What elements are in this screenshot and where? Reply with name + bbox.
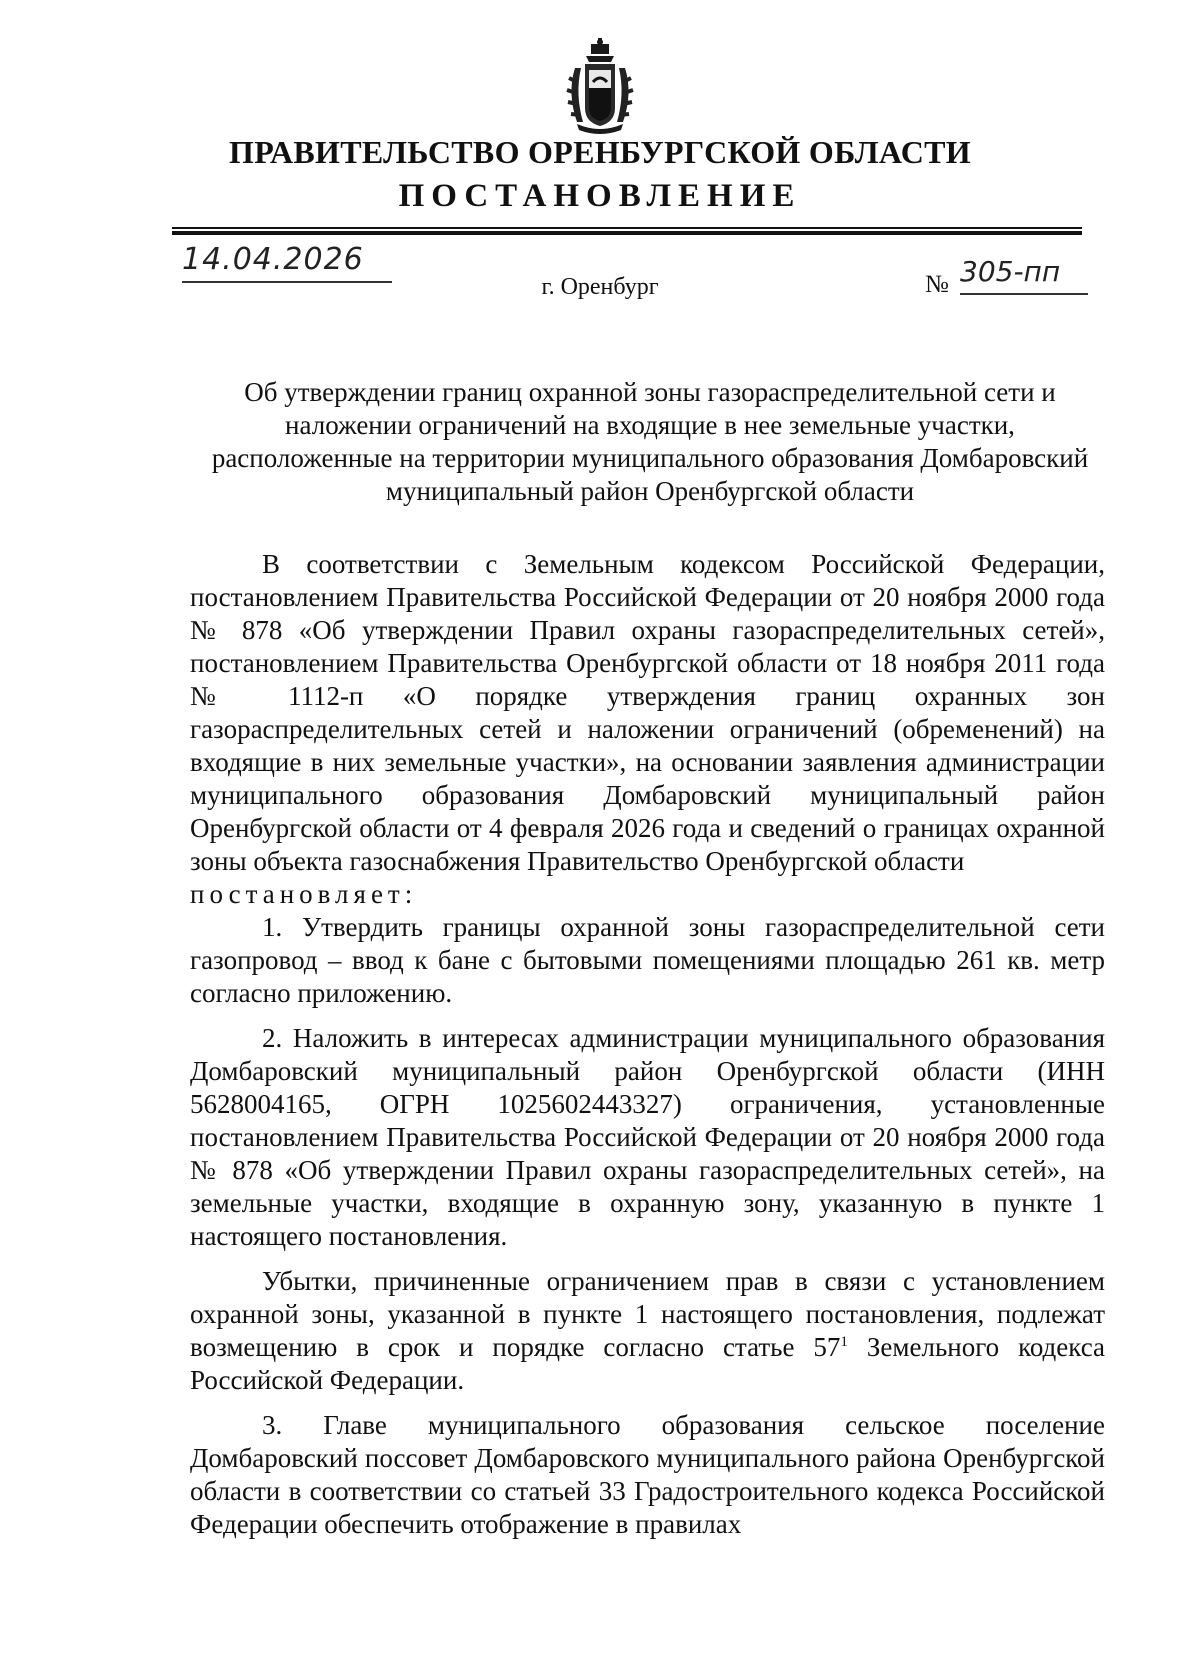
city: г. Оренбург (541, 274, 659, 300)
losses-tail: Земельного кодекса Российской Федерации. (190, 1332, 1105, 1395)
item-1-paragraph: 1. Утвердить границы охранной зоны газораспределительной сети газопровод – ввод к бане с бытовыми помещениями площадью 261 кв. метр согласно приложению. (190, 912, 1105, 1008)
article-superscript: 1 (840, 1334, 848, 1350)
handwritten-date: 14.04.2026 (182, 240, 392, 283)
decree-word: постановляет: (190, 879, 418, 909)
item-3-paragraph: 3. Главе муниципального образования сельское поселение Домбаровский поссовет Домбаровского муниципального района Оренбургской области в соответствии со статьей 33 Градостроительного кодекса Российской Федерации обеспечить отображение в правилах (190, 1410, 1105, 1539)
item-2-paragraph: 2. Наложить в интересах администрации муниципального образования Домбаровский муниципальный район Оренбургской области (ИНН 5628004165, ОГРН 1025602443327) ограничения, установленные постановлением Правительства Российской Федерации от 20 ноября 2000 года № 878 «Об утверждении Правил охраны газораспределительных сетей», на земельные участки, входящие в охранную зону, указанную в пункте 1 настоящего постановления. (190, 1023, 1105, 1251)
subject-line: Об утверждении границ охранной зоны газораспределительной сети и (244, 377, 1056, 407)
decree-paragraph (190, 878, 1105, 911)
government-title: ПРАВИТЕЛЬСТВО ОРЕНБУРГСКОЙ ОБЛАСТИ (229, 134, 971, 170)
handwritten-number: 305-пп (960, 252, 1088, 295)
subject-line: наложении ограничений на входящие в нее земельные участки, (285, 410, 1015, 440)
header-rule-thin (172, 227, 1082, 229)
subject-line: расположенные на территории муниципального образования Домбаровский (211, 443, 1089, 473)
losses-text: Убытки, причиненные ограничением прав в связи с установлением охранной зоны, указанной в пункте 1 настоящего постановления, подлежат возмещению в срок и порядке согласно статье 57 (190, 1266, 1105, 1362)
subject-line: муниципальный район Оренбургской области (385, 476, 915, 506)
header-rule-thick (172, 231, 1082, 235)
coat-of-arms-icon (555, 38, 645, 134)
subject-title (180, 376, 1120, 508)
preamble-paragraph: В соответствии с Земельным кодексом Российской Федерации, постановлением Правительства Российской Федерации от 20 ноября 2000 года № 878 «Об утверждении Правил охраны газораспределительных сетей», постановлением Правительства Оренбургской области от 18 ноября 2011 года № 1112-п «О порядке утверждения границ охранных зон газораспределительных сетей и наложении ограничений (обременений) на входящие в них земельные участки», на основании заявления администрации муниципального образования Домбаровский муниципальный район Оренбургской области от 4 февраля 2026 года и сведений о границах охранной зоны объекта газоснабжения Правительство Оренбургской области (190, 549, 1105, 876)
document-type: ПОСТАНОВЛЕНИЕ (398, 178, 802, 214)
document-body (190, 548, 1105, 1541)
losses-paragraph (190, 1265, 1105, 1397)
number-label: № (925, 271, 949, 298)
